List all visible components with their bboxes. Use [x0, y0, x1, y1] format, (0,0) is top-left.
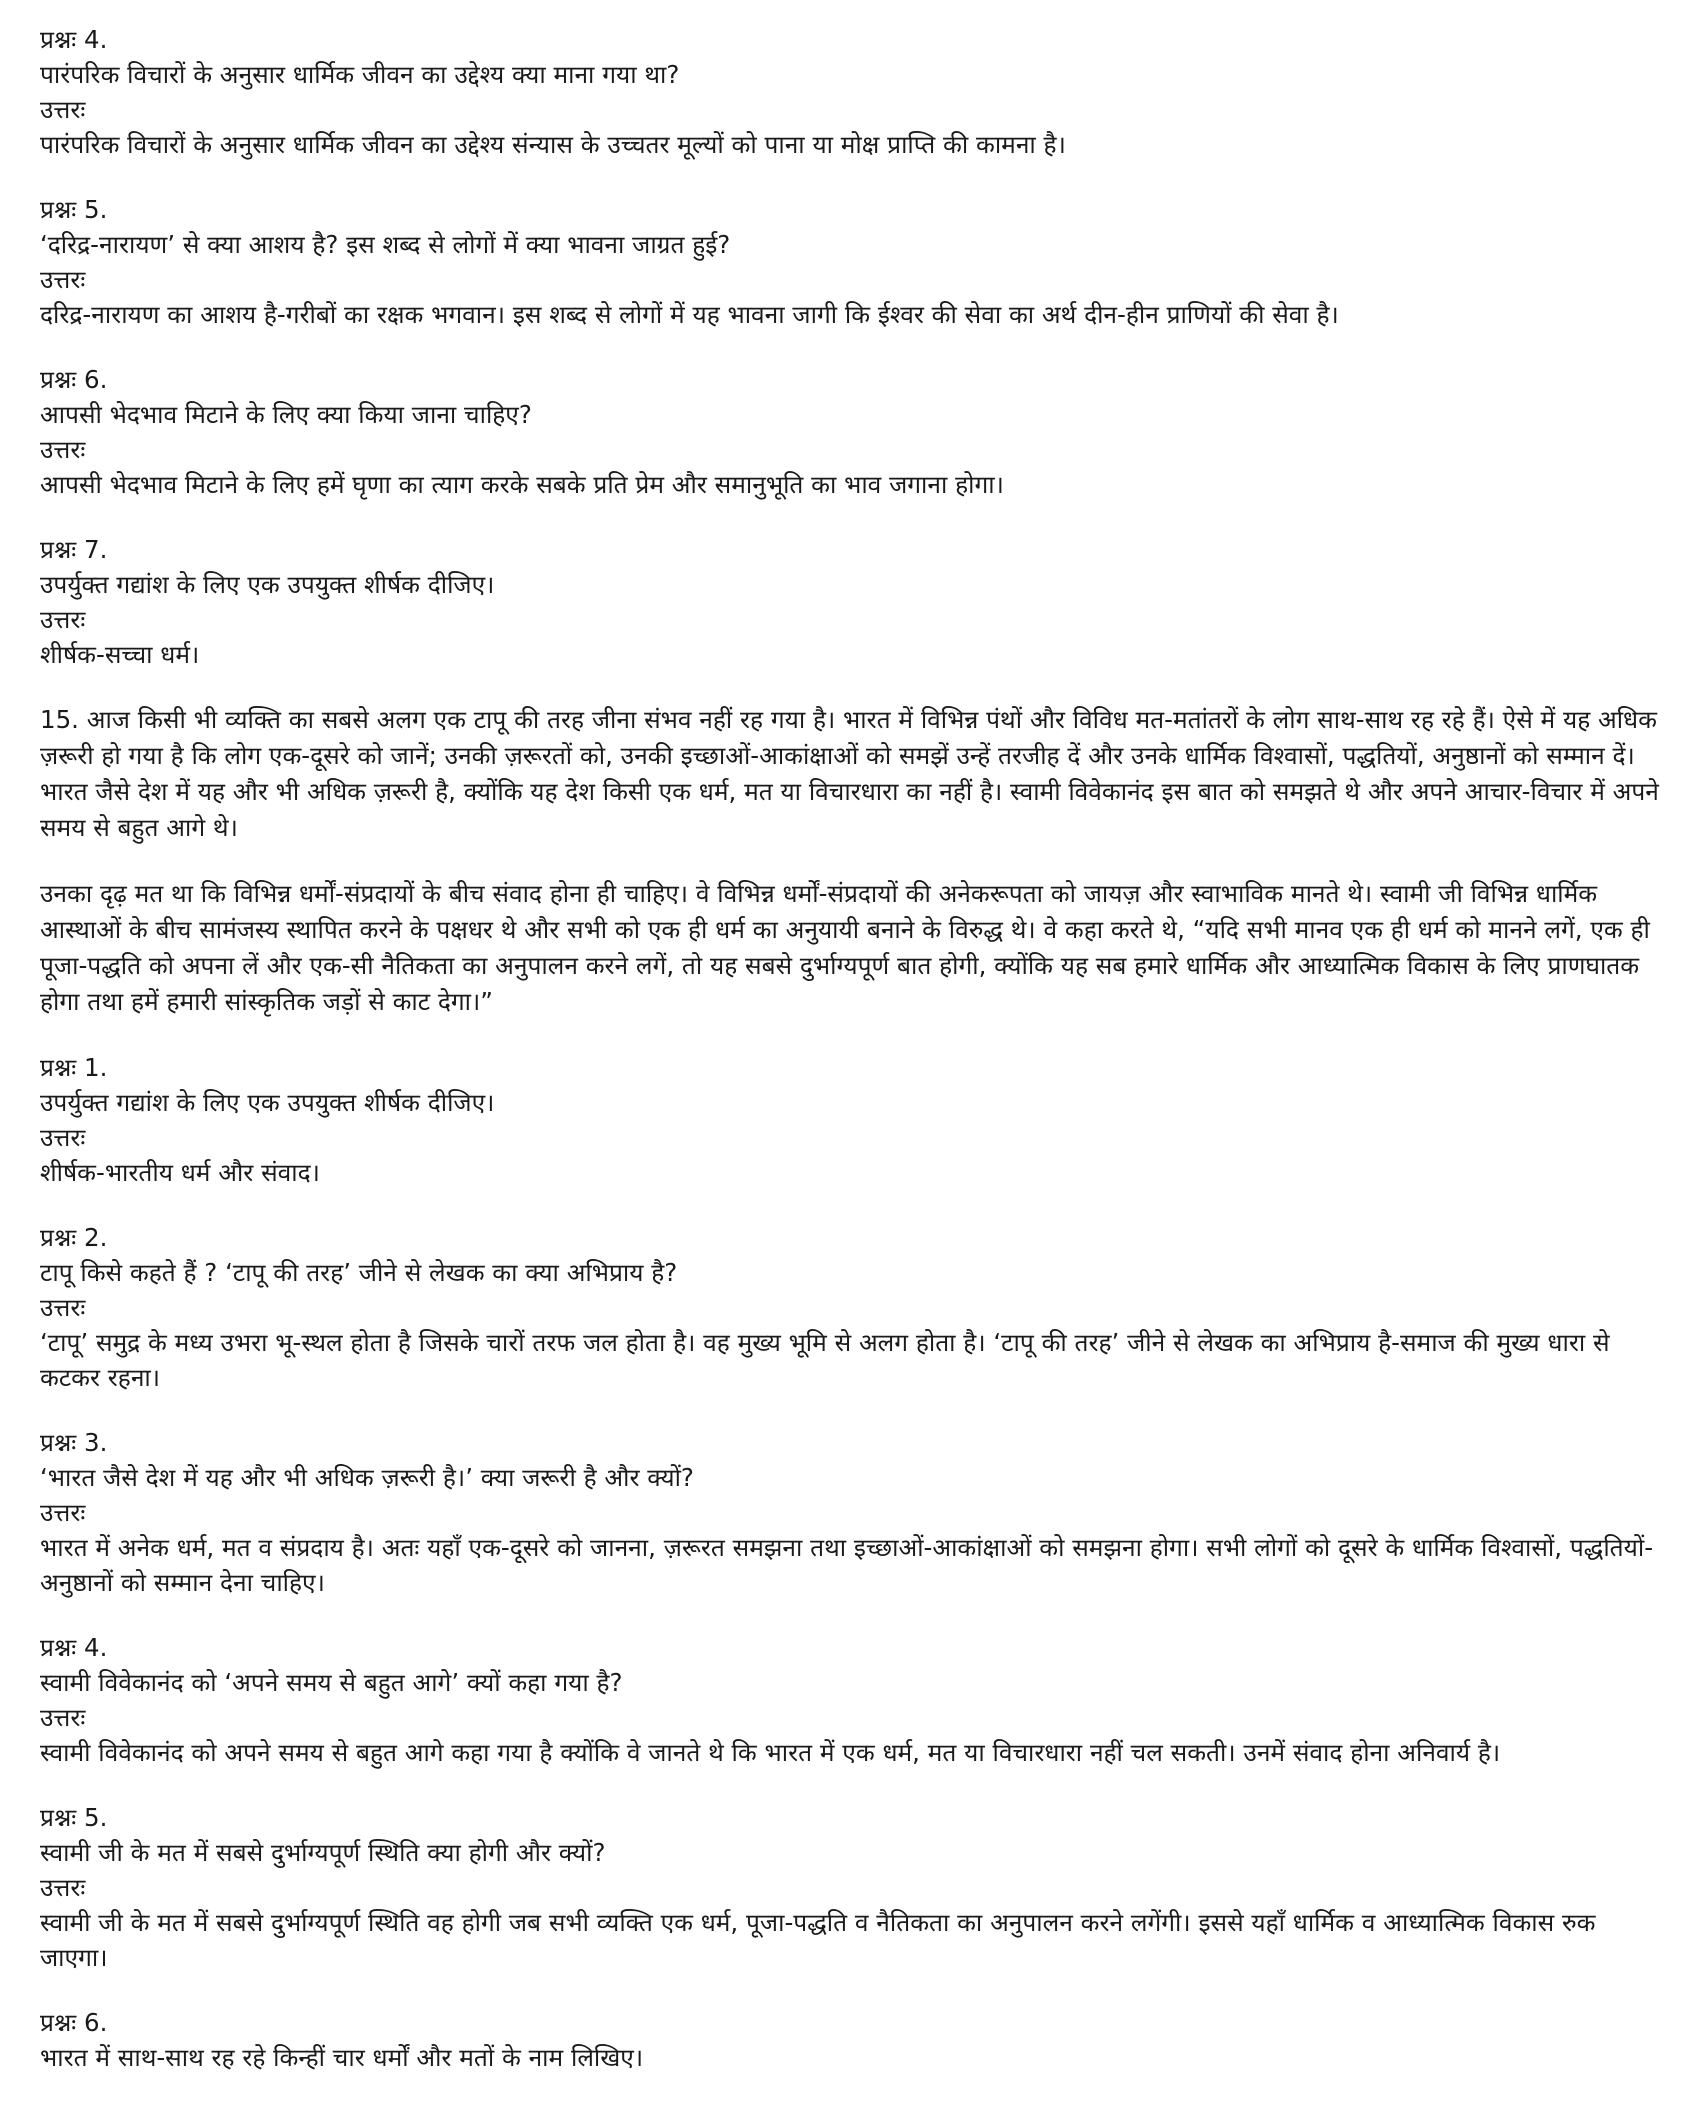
passage-paragraph-1	[40, 702, 1660, 846]
answer-label: उत्तरः	[40, 1293, 86, 1322]
qa-item-b4	[40, 1630, 1660, 1770]
answer-label: उत्तरः	[40, 1498, 86, 1527]
qa-item-b5	[40, 1800, 1660, 1975]
answer-label: उत्तरः	[40, 265, 86, 294]
answer-text: आपसी भेदभाव मिटाने के लिए हमें घृणा का त्याग करके सबके प्रति प्रेम और समानुभूति का भाव जगाना होगा।	[40, 470, 1004, 499]
answer-text: पारंपरिक विचारों के अनुसार धार्मिक जीवन का उद्देश्य संन्यास के उच्चतर मूल्यों को पाना या मोक्ष प्राप्ति की कामना है।	[40, 130, 1066, 159]
qa-item-b3	[40, 1425, 1660, 1600]
question-label: प्रश्नः 2.	[40, 1223, 108, 1252]
answer-label: उत्तरः	[40, 605, 86, 634]
question-label: प्रश्नः 1.	[40, 1053, 108, 1082]
qa-item-a4	[40, 22, 1660, 162]
answer-label: उत्तरः	[40, 1123, 86, 1152]
qa-item-a6	[40, 362, 1660, 502]
passage-text: उनका दृढ़ मत था कि विभिन्न धर्मों-संप्रदायों के बीच संवाद होना ही चाहिए। वे विभिन्न धर्मों-संप्रदायों की अनेकरूपता को जायज़ और स्वाभाविक मानते थे। स्वामी जी विभिन्न धार्मिक आस्थाओं के बीच सामंजस्य स्थापित करने के पक्षधर थे और सभी को एक ही धर्म का अनुयायी बनाने के विरुद्ध थे। वे कहा करते थे, “यदि सभी मानव एक ही धर्म को मानने लगें, एक ही पूजा-पद्धति को अपना लें और एक-सी नैतिकता का अनुपालन करने लगें, तो यह सबसे दुर्भाग्यपूर्ण बात होगी, क्योंकि यह सब हमारे धार्मिक और आध्यात्मिक विकास के लिए प्राणघातक होगा तथा हमें हमारी सांस्कृतिक जड़ों से काट देगा।”	[40, 879, 1650, 1016]
question-label: प्रश्नः 7.	[40, 535, 108, 564]
answer-text: दरिद्र-नारायण का आशय है-गरीबों का रक्षक भगवान। इस शब्द से लोगों में यह भावना जागी कि ईश्वर की सेवा का अर्थ दीन-हीन प्राणियों की सेवा है।	[40, 300, 1339, 329]
question-label: प्रश्नः 5.	[40, 1803, 108, 1832]
answer-text: स्वामी जी के मत में सबसे दुर्भाग्यपूर्ण स्थिति वह होगी जब सभी व्यक्ति एक धर्म, पूजा-पद्धति व नैतिकता का अनुपालन करने लगेंगी। इससे यहाँ धार्मिक व आध्यात्मिक विकास रुक जाएगा।	[40, 1908, 1596, 1972]
answer-label: उत्तरः	[40, 435, 86, 464]
question-label: प्रश्नः 6.	[40, 365, 108, 394]
question-label: प्रश्नः 5.	[40, 195, 108, 224]
question-text: स्वामी विवेकानंद को ‘अपने समय से बहुत आगे’ क्यों कहा गया है?	[40, 1668, 623, 1697]
passage-paragraph-2	[40, 876, 1660, 1020]
question-label: प्रश्नः 6.	[40, 2008, 108, 2037]
question-text: उपर्युक्त गद्यांश के लिए एक उपयुक्त शीर्षक दीजिए।	[40, 1088, 495, 1117]
question-text: टापू किसे कहते हैं ? ‘टापू की तरह’ जीने से लेखक का क्या अभिप्राय है?	[40, 1258, 678, 1287]
answer-label: उत्तरः	[40, 1703, 86, 1732]
qa-item-a5	[40, 192, 1660, 332]
passage-text: 15. आज किसी भी व्यक्ति का सबसे अलग एक टापू की तरह जीना संभव नहीं रह गया है। भारत में विभिन्न पंथों और विविध मत-मतांतरों के लोग साथ-साथ रह रहे हैं। ऐसे में यह अधिक ज़रूरी हो गया है कि लोग एक-दूसरे को जानें; उनकी ज़रूरतों को, उनकी इच्छाओं-आकांक्षाओं को समझें उन्हें तरजीह दें और उनके धार्मिक विश्वासों, पद्धतियों, अनुष्ठानों को सम्मान दें। भारत जैसे देश में यह और भी अधिक ज़रूरी है, क्योंकि यह देश किसी एक धर्म, मत या विचारधारा का नहीं है। स्वामी विवेकानंद इस बात को समझते थे और अपने आचार-विचार में अपने समय से बहुत आगे थे।	[40, 705, 1659, 842]
question-text: ‘भारत जैसे देश में यह और भी अधिक ज़रूरी है।’ क्या जरूरी है और क्यों?	[40, 1463, 694, 1492]
answer-text: शीर्षक-भारतीय धर्म और संवाद।	[40, 1158, 320, 1187]
question-text: पारंपरिक विचारों के अनुसार धार्मिक जीवन का उद्देश्य क्या माना गया था?	[40, 60, 680, 89]
answer-text: ‘टापू’ समुद्र के मध्य उभरा भू-स्थल होता है जिसके चारों तरफ जल होता है। वह मुख्य भूमि से अलग होता है। ‘टापू की तरह’ जीने से लेखक का अभिप्राय है-समाज की मुख्य धारा से कटकर रहना।	[40, 1328, 1610, 1392]
qa-item-a7	[40, 532, 1660, 672]
qa-item-b1	[40, 1050, 1660, 1190]
question-text: भारत में साथ-साथ रह रहे किन्हीं चार धर्मों और मतों के नाम लिखिए।	[40, 2043, 644, 2072]
qa-item-b6	[40, 2005, 1660, 2075]
answer-label: उत्तरः	[40, 1873, 86, 1902]
question-text: उपर्युक्त गद्यांश के लिए एक उपयुक्त शीर्षक दीजिए।	[40, 570, 495, 599]
question-label: प्रश्नः 4.	[40, 25, 108, 54]
question-text: ‘दरिद्र-नारायण’ से क्या आशय है? इस शब्द से लोगों में क्या भावना जाग्रत हुई?	[40, 230, 731, 259]
qa-item-b2	[40, 1220, 1660, 1395]
question-label: प्रश्नः 4.	[40, 1633, 108, 1662]
question-text: आपसी भेदभाव मिटाने के लिए क्या किया जाना चाहिए?	[40, 400, 532, 429]
answer-label: उत्तरः	[40, 95, 86, 124]
question-label: प्रश्नः 3.	[40, 1428, 108, 1457]
answer-text: शीर्षक-सच्चा धर्म।	[40, 640, 200, 669]
question-text: स्वामी जी के मत में सबसे दुर्भाग्यपूर्ण स्थिति क्या होगी और क्यों?	[40, 1838, 606, 1867]
answer-text: स्वामी विवेकानंद को अपने समय से बहुत आगे कहा गया है क्योंकि वे जानते थे कि भारत में एक धर्म, मत या विचारधारा नहीं चल सकती। उनमें संवाद होना अनिवार्य है।	[40, 1738, 1501, 1767]
answer-text: भारत में अनेक धर्म, मत व संप्रदाय है। अतः यहाँ एक-दूसरे को जानना, ज़रूरत समझना तथा इच्छाओं-आकांक्षाओं को समझना होगा। सभी लोगों को दूसरे के धार्मिक विश्वासों, पद्धतियों-अनुष्ठानों को सम्मान देना चाहिए।	[40, 1533, 1654, 1597]
